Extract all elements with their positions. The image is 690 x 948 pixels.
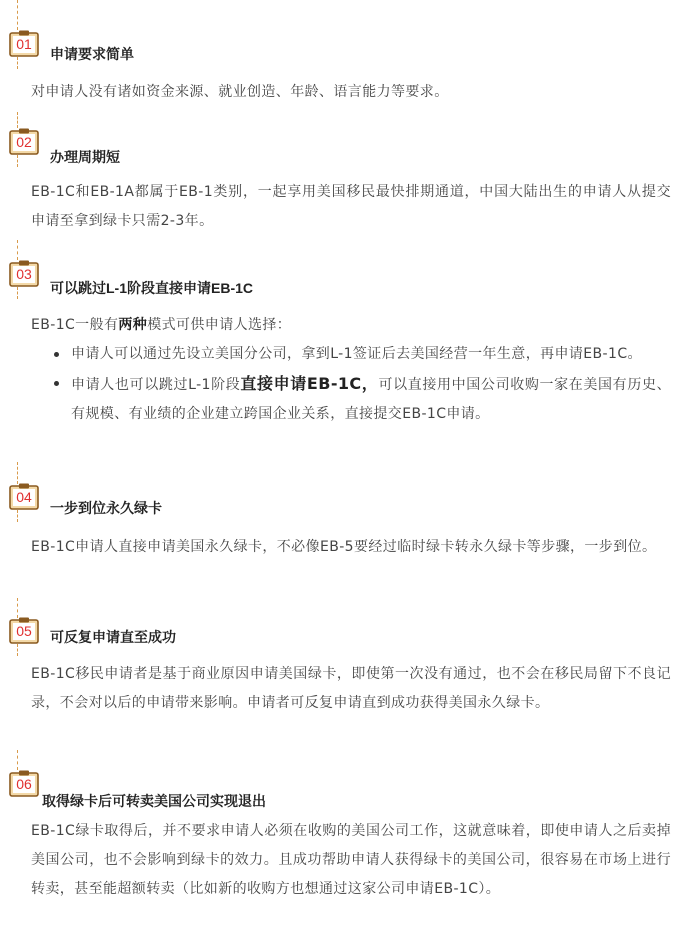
timeline-line [17, 57, 18, 69]
option-list [31, 340, 671, 429]
clipboard-icon [9, 260, 39, 287]
title-part: 可以跳过 [50, 281, 106, 297]
title-part: 阶段直接申请 [127, 281, 211, 297]
paragraph: 对申请人没有诸如资金来源、就业创造、年龄、语言能力等要求。 [31, 84, 449, 100]
title-part: EB-1C [211, 280, 254, 296]
text-bold: 两种 [118, 317, 148, 333]
text: 模式可供申请人选择： [147, 317, 292, 333]
paragraph: EB-1C移民申请者是基于商业原因申请美国绿卡，即使第一次没有通过，也不会在移民局留下不良记录，不会对以后的申请带来影响。申请者可反复申请直到成功获得美国永久绿卡。 [31, 666, 671, 711]
clipboard-icon [9, 128, 39, 155]
text: EB-1C一般有 [31, 317, 119, 333]
timeline-line [17, 750, 18, 770]
timeline-line [17, 462, 18, 484]
paragraph: EB-1C和EB-1A都属于EB-1类别，一起享用美国移民最快排期通道，中国大陆出生的申请人从提交申请至拿到绿卡只需2-3年。 [31, 184, 671, 229]
section-number: 04 [16, 489, 32, 505]
section-title: 申请要求简单 [50, 47, 134, 63]
timeline-line [17, 287, 18, 299]
timeline-line [17, 0, 18, 30]
section-title [50, 278, 253, 298]
timeline-line [17, 644, 18, 656]
section-number: 03 [16, 266, 32, 282]
title-part: L-1 [106, 280, 127, 296]
section-title: 办理周期短 [50, 150, 120, 166]
section-title: 一步到位永久绿卡 [50, 501, 162, 517]
text-bold: 直接申请EB-1C， [240, 374, 379, 393]
timeline-line [17, 112, 18, 128]
clipboard-icon [9, 30, 39, 57]
clipboard-icon [9, 617, 39, 644]
timeline-line [17, 155, 18, 167]
clipboard-icon [9, 770, 39, 797]
section-title: 可反复申请直至成功 [50, 630, 176, 646]
list-item: 申请人可以通过先设立美国分公司，拿到L-1签证后去美国经营一年生意，再申请EB-1C。 [71, 340, 671, 369]
section-body [31, 78, 671, 107]
paragraph: EB-1C申请人直接申请美国永久绿卡，不必像EB-5要经过临时绿卡转永久绿卡等步骤，一步到位。 [31, 539, 657, 555]
list-item [71, 369, 671, 429]
section-body [31, 660, 671, 718]
section-number: 02 [16, 134, 32, 150]
paragraph: EB-1C绿卡取得后，并不要求申请人必须在收购的美国公司工作，这就意味着，即使申请人之后卖掉美国公司，也不会影响到绿卡的效力。且成功帮助申请人获得绿卡的美国公司，很容易在市场上进行转卖，甚至能超额转卖（比如新的收购方也想通过这家公司申请EB-1C）。 [31, 823, 671, 897]
section-body [31, 178, 671, 236]
section-number: 06 [16, 776, 32, 792]
section-number: 05 [16, 623, 32, 639]
section-body [31, 817, 671, 904]
clipboard-icon [9, 483, 39, 510]
section-body [31, 533, 671, 562]
timeline-line [17, 240, 18, 260]
text: 可以直接用中国公司收购一家在美国有历史、有规模、有业绩的企业建立跨国企业关系，直接提交EB-1C申请。 [71, 377, 672, 422]
section-title: 取得绿卡后可转卖美国公司实现退出 [42, 794, 266, 810]
timeline-line [17, 510, 18, 522]
section-body [31, 311, 671, 429]
paragraph [31, 311, 671, 340]
timeline-line [17, 598, 18, 618]
text: 申请人也可以跳过L-1阶段 [71, 377, 241, 393]
section-number: 01 [16, 36, 32, 52]
